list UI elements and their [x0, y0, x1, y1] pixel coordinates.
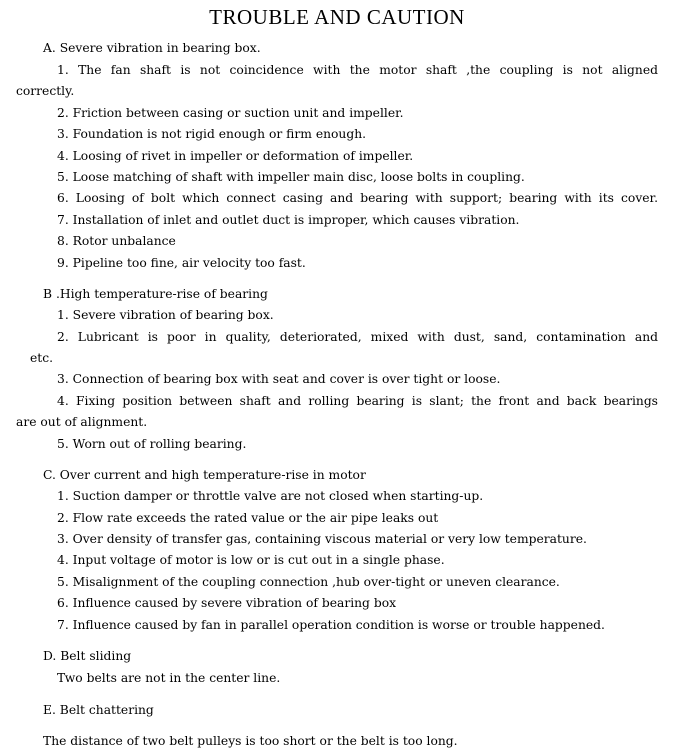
section-b-item-4-continued: are out of alignment.: [16, 415, 148, 429]
section-c-item-4: 4. Input voltage of motor is low or is cut out in a single phase.: [57, 553, 445, 567]
section-a-item-7: 7. Installation of inlet and outlet duct is improper, which causes vibration.: [57, 213, 520, 227]
section-c-heading: C. Over current and high temperature-rise in motor: [43, 468, 366, 482]
section-b-item-5: 5. Worn out of rolling bearing.: [57, 437, 247, 451]
section-b-item-4: 4. Fixing position between shaft and rolling bearing is slant; the front and back bearings: [57, 394, 658, 408]
section-a-item-9: 9. Pipeline too fine, air velocity too fast.: [57, 256, 306, 270]
section-c-item-2: 2. Flow rate exceeds the rated value or the air pipe leaks out: [57, 511, 439, 525]
section-a-item-5: 5. Loose matching of shaft with impeller main disc, loose bolts in coupling.: [57, 170, 525, 184]
section-d-heading: D. Belt sliding: [43, 649, 132, 663]
section-c-item-5: 5. Misalignment of the coupling connection ,hub over-tight or uneven clearance.: [57, 575, 560, 589]
section-a-item-1: 1. The fan shaft is not coincidence with the motor shaft ,the coupling is not aligned: [57, 63, 658, 77]
section-a-heading: A. Severe vibration in bearing box.: [43, 41, 261, 55]
section-a-item-1-continued: correctly.: [16, 84, 75, 98]
section-b-item-2: 2. Lubricant is poor in quality, deteriorated, mixed with dust, sand, contamination and: [57, 330, 658, 344]
section-a-item-8: 8. Rotor unbalance: [57, 234, 176, 248]
section-a-item-3: 3. Foundation is not rigid enough or firm enough.: [57, 127, 367, 141]
section-e-text: The distance of two belt pulleys is too short or the belt is too long.: [43, 734, 458, 748]
section-c-item-7: 7. Influence caused by fan in parallel operation condition is worse or trouble happened.: [57, 618, 605, 632]
section-c-item-1: 1. Suction damper or throttle valve are not closed when starting-up.: [57, 489, 484, 503]
section-b-item-1: 1. Severe vibration of bearing box.: [57, 308, 274, 322]
section-e-heading: E. Belt chattering: [43, 703, 154, 717]
section-b-item-2-continued: etc.: [30, 351, 54, 365]
section-a-item-6: 6. Loosing of bolt which connect casing and bearing with support; bearing with its cover.: [57, 191, 658, 205]
section-b-heading: B .High temperature-rise of bearing: [43, 287, 268, 301]
section-a-item-2: 2. Friction between casing or suction unit and impeller.: [57, 106, 404, 120]
section-d-text: Two belts are not in the center line.: [57, 671, 281, 685]
page-title: TROUBLE AND CAUTION: [209, 5, 465, 29]
section-a-item-4: 4. Loosing of rivet in impeller or deformation of impeller.: [57, 149, 414, 163]
section-c-item-6: 6. Influence caused by severe vibration of bearing box: [57, 596, 397, 610]
section-b-item-3: 3. Connection of bearing box with seat and cover is over tight or loose.: [57, 372, 501, 386]
section-c-item-3: 3. Over density of transfer gas, containing viscous material or very low temperature.: [57, 532, 587, 546]
